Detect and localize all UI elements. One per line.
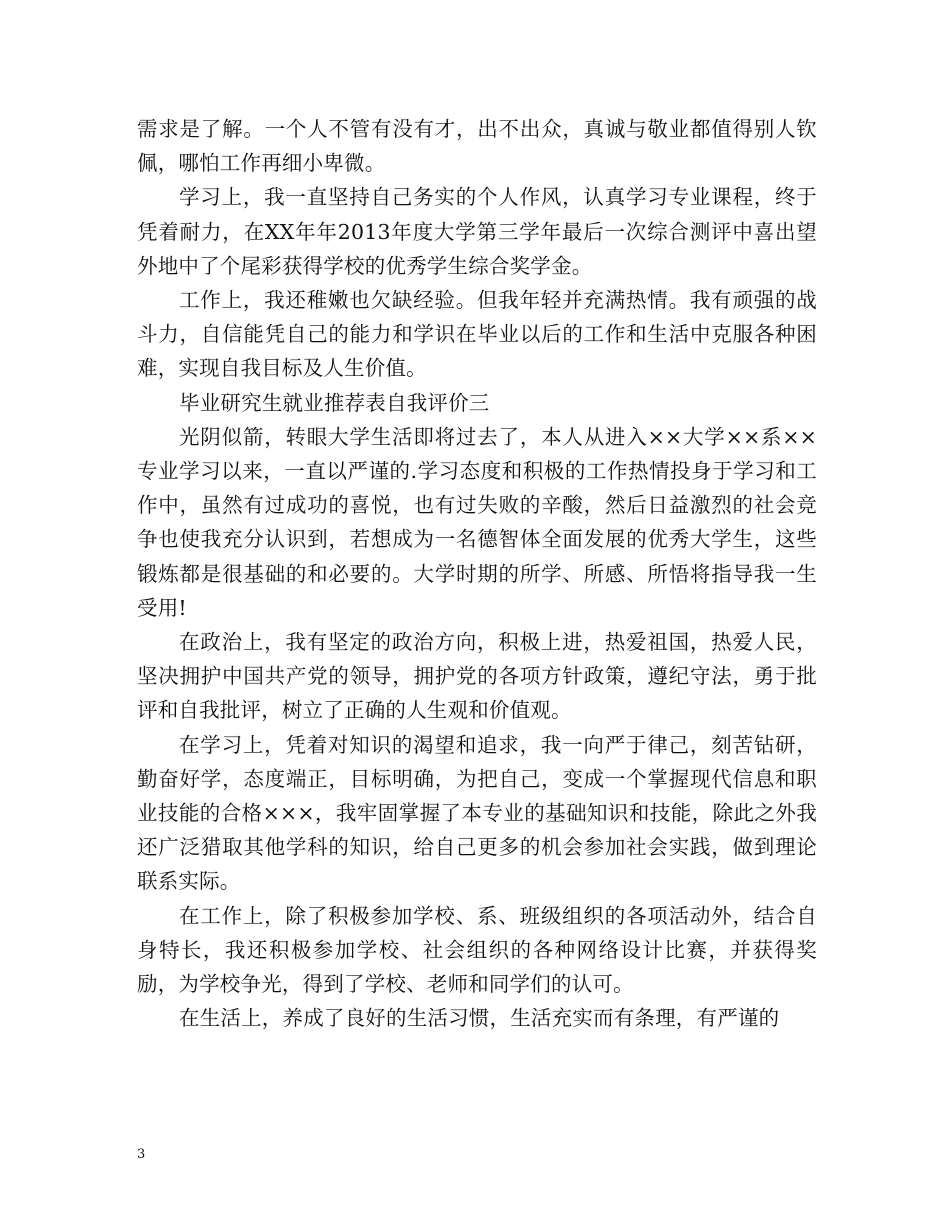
section-heading: 毕业研究生就业推荐表自我评价三	[179, 390, 490, 415]
page-number: 3	[137, 1147, 146, 1162]
paragraph: 在生活上，养成了良好的生活习惯，生活充实而有条理，有严谨的	[179, 1006, 780, 1031]
paragraph: 光阴似箭，转眼大学生活即将过去了，本人从进入××大学××系××专业学习以来，一直以严谨的.学习态度和积极的工作热情投身于学习和工作中，虽然有过成功的喜悦，也有过失败的辛酸，然后日益激烈的社会竞争也使我充分认识到，若想成为一名德智体全面发展的优秀大学生，这些锻炼都是很基础的和必要的。大学时期的所学、所感、所悟将指导我一生受用!	[137, 424, 817, 620]
paragraph: 需求是了解。一个人不管有没有才，出不出众，真诚与敬业都值得别人钦佩，哪怕工作再细小卑微。	[137, 117, 817, 176]
paragraph: 工作上，我还稚嫩也欠缺经验。但我年轻并充满热情。我有顽强的战斗力，自信能凭自己的能力和学识在毕业以后的工作和生活中克服各种困难，实现自我目标及人生价值。	[137, 288, 817, 381]
paragraph: 在政治上，我有坚定的政治方向，积极上进，热爱祖国，热爱人民，坚决拥护中国共产党的领导，拥护党的各项方针政策，遵纪守法，勇于批评和自我批评，树立了正确的人生观和价值观。	[137, 630, 817, 723]
paragraph: 在学习上，凭着对知识的渴望和追求，我一向严于律己，刻苦钻研，勤奋好学，态度端正，目标明确，为把自己，变成一个掌握现代信息和职业技能的合格×××，我牢固掌握了本专业的基础知识和技能，除此之外我还广泛猎取其他学科的知识，给自己更多的机会参加社会实践，做到理论联系实际。	[137, 732, 817, 894]
paragraph: 在工作上，除了积极参加学校、系、班级组织的各项活动外，结合自身特长，我还积极参加学校、社会组织的各种网络设计比赛，并获得奖励，为学校争光，得到了学校、老师和同学们的认可。	[137, 903, 817, 997]
paragraph: 学习上，我一直坚持自己务实的个人作风，认真学习专业课程，终于凭着耐力，在XX年年2013年度大学第三学年最后一次综合测评中喜出望外地中了个尾彩获得学校的优秀学生综合奖学金。	[137, 185, 817, 278]
body-text	[137, 112, 817, 1035]
